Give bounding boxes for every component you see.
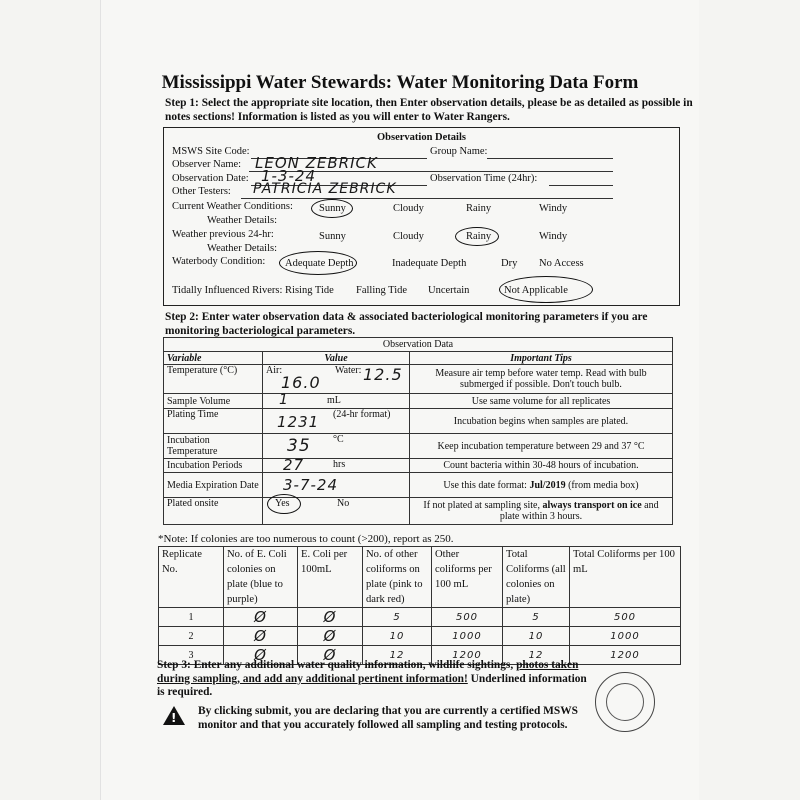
media-expiration-label: Media Expiration Date <box>164 473 263 498</box>
waterbody-dry[interactable]: Dry <box>501 258 518 269</box>
header-ecoli-colonies: No. of E. Coli colonies on plate (blue to purple) <box>224 547 298 608</box>
media-tip-prefix: Use this date format: <box>443 479 527 491</box>
sample-volume-value-cell[interactable] <box>263 394 410 409</box>
step3-text: Step 3: Enter any additional water quality information, wildlife sightings, <box>157 659 514 671</box>
replicate-number: 2 <box>159 627 224 646</box>
previous-weather-rainy[interactable]: Rainy <box>466 231 492 242</box>
table-cell[interactable]: 12 <box>503 646 570 665</box>
current-weather-rainy[interactable]: Rainy <box>466 203 492 214</box>
selected-circle-mark <box>267 494 301 514</box>
waterbody-inadequate-depth[interactable]: Inadequate Depth <box>392 258 467 269</box>
table-row <box>159 608 681 627</box>
temperature-value-cell[interactable] <box>263 365 410 394</box>
table-cell[interactable]: 5 <box>363 608 432 627</box>
msws-seal-logo <box>595 672 655 732</box>
incubation-temperature-label: Incubation Temperature <box>164 434 263 459</box>
selected-circle-mark <box>279 251 357 275</box>
temperature-tip: Measure air temp before water temp. Read with bulb submerged if possible. Don't touch bulb. <box>410 365 673 394</box>
previous-weather-details-label: Weather Details: <box>207 243 277 254</box>
header-other-coliforms-100ml: Other coliforms per 100 mL <box>432 547 503 608</box>
replicate-number: 1 <box>159 608 224 627</box>
observation-date-value: 1-3-24 <box>261 167 316 185</box>
incubation-period-value-cell[interactable] <box>263 456 410 474</box>
table-cell[interactable]: 10 <box>363 627 432 646</box>
tidal-not-applicable[interactable]: Not Applicable <box>504 285 568 296</box>
selected-circle-mark <box>311 199 353 218</box>
selected-circle-mark <box>455 227 499 246</box>
table-row <box>159 627 681 646</box>
sample-volume-unit: mL <box>327 395 341 406</box>
warning-exclamation-icon: ! <box>171 711 177 725</box>
other-testers-label: Other Testers: <box>172 186 231 197</box>
table-cell[interactable]: 1000 <box>570 627 681 646</box>
other-testers-value: PATRICIA ZEBRICK <box>253 181 397 197</box>
table-cell[interactable]: 1000 <box>432 627 503 646</box>
observation-time-field[interactable] <box>549 185 613 186</box>
table-cell[interactable]: 1200 <box>432 646 503 665</box>
incubation-period-unit: hrs <box>333 459 346 470</box>
header-total-coliforms-100ml: Total Coliforms per 100 mL <box>570 547 681 608</box>
table-cell[interactable]: Ø <box>224 608 298 627</box>
site-code-label: MSWS Site Code: <box>172 146 250 157</box>
incubation-temperature-value-cell[interactable] <box>263 434 410 459</box>
previous-weather-windy[interactable]: Windy <box>539 231 568 242</box>
previous-weather-label: Weather previous 24-hr: <box>172 229 274 240</box>
air-value: 16.0 <box>281 373 321 392</box>
table-cell[interactable]: 500 <box>432 608 503 627</box>
observation-date-label: Observation Date: <box>172 173 249 184</box>
form-paper <box>100 0 699 800</box>
air-label: Air: <box>266 365 283 376</box>
sample-volume-tip: Use same volume for all replicates <box>410 394 673 409</box>
plated-onsite-no[interactable]: No <box>337 498 350 509</box>
waterbody-condition-label: Waterbody Condition: <box>172 256 266 267</box>
step2-instructions: Step 2: Enter water observation data & associated bacteriological monitoring parameters if you are monitoring bacteriological parameters. <box>165 311 648 337</box>
table-cell[interactable]: Ø <box>298 608 363 627</box>
incubation-period-value: 27 <box>283 456 305 474</box>
observation-time-label: Observation Time (24hr): <box>430 173 538 184</box>
plated-tip-prefix: If not plated at sampling site, <box>423 500 540 511</box>
plated-onsite-tip <box>410 498 673 525</box>
step1-instructions: Step 1: Select the appropriate site location, then Enter observation details, please be as detailed as possible in notes sections! Information is listed as you will enter to Water Rangers. <box>165 97 693 123</box>
seal-wave-icon <box>606 683 644 721</box>
sample-volume-value: 1 <box>279 392 289 408</box>
waterbody-no-access[interactable]: No Access <box>539 258 584 269</box>
plating-time-tip: Incubation begins when samples are plated. <box>410 409 673 434</box>
observation-data-header: Observation Data <box>164 338 673 352</box>
plated-tip-emphasis: always transport on ice <box>542 500 642 511</box>
table-cell[interactable]: Ø <box>298 627 363 646</box>
incubation-temperature-tip: Keep incubation temperature between 29 and 37 °C <box>410 434 673 459</box>
tidal-falling-tide[interactable]: Falling Tide <box>356 285 408 296</box>
table-cell[interactable]: Ø <box>224 627 298 646</box>
media-expiration-value: 3-7-24 <box>283 476 338 494</box>
table-cell[interactable]: Ø <box>298 646 363 665</box>
replicate-number: 3 <box>159 646 224 665</box>
water-value: 12.5 <box>363 365 403 384</box>
plated-tip-suffix: and plate within 3 hours. <box>499 500 659 522</box>
incubation-temperature-unit: °C <box>333 434 344 445</box>
plating-time-label: Plating Time <box>164 409 263 434</box>
previous-weather-cloudy[interactable]: Cloudy <box>393 231 424 242</box>
table-cell[interactable]: Ø <box>224 646 298 665</box>
selected-circle-mark <box>499 276 593 303</box>
step3-underline-note: Underlined information is required. <box>157 672 587 698</box>
previous-weather-sunny[interactable]: Sunny <box>319 231 346 242</box>
tidal-uncertain[interactable]: Uncertain <box>428 285 470 296</box>
media-tip-suffix: (from media box) <box>568 479 639 491</box>
col-important-tips: Important Tips <box>410 352 673 365</box>
observer-name-value: LEON ZEBRICK <box>255 154 378 172</box>
tidal-rivers-label[interactable]: Tidally Influenced Rivers: Rising Tide <box>172 285 334 296</box>
plating-time-value-cell[interactable] <box>263 409 410 434</box>
waterbody-adequate-depth[interactable]: Adequate Depth <box>285 258 354 269</box>
header-replicate-no: Replicate No. <box>159 547 224 608</box>
temperature-label: Temperature (°C) <box>164 365 263 394</box>
observer-name-label: Observer Name: <box>172 159 242 170</box>
current-weather-label: Current Weather Conditions: <box>172 201 293 212</box>
current-weather-cloudy[interactable]: Cloudy <box>393 203 424 214</box>
other-testers-field[interactable] <box>241 198 613 199</box>
media-tip-format: Jul/2019 <box>529 479 566 491</box>
plating-time-value: 1231 <box>277 413 320 431</box>
observation-data-table <box>163 337 673 525</box>
observation-details-header: Observation Details <box>377 132 466 143</box>
current-weather-details-label: Weather Details: <box>207 215 277 226</box>
table-cell[interactable]: 12 <box>363 646 432 665</box>
plated-onsite-yes[interactable]: Yes <box>275 498 290 509</box>
page-title: Mississippi Water Stewards: Water Monitoring Data Form <box>161 72 639 93</box>
sample-volume-label: Sample Volume <box>164 394 263 409</box>
incubation-period-label: Incubation Periods <box>164 459 263 473</box>
group-name-label: Group Name: <box>430 146 488 157</box>
step3-instructions <box>157 659 587 700</box>
table-cell[interactable]: 10 <box>503 627 570 646</box>
declaration-text: By clicking submit, you are declaring that you are currently a certified MSWS monitor and that you accurately followed all sampling and testing protocols. <box>198 705 578 731</box>
replicate-table <box>158 546 681 665</box>
colony-note: *Note: If colonies are too numerous to count (>200), report as 250. <box>158 533 454 545</box>
current-weather-windy[interactable]: Windy <box>539 203 568 214</box>
plated-onsite-value-cell[interactable] <box>263 498 410 525</box>
header-ecoli-per-100ml: E. Coli per 100mL <box>298 547 363 608</box>
table-cell[interactable]: 5 <box>503 608 570 627</box>
table-cell[interactable]: 1200 <box>570 646 681 665</box>
incubation-period-tip: Count bacteria within 30-48 hours of incubation. <box>410 459 673 473</box>
header-other-coliforms-plate: No. of other coliforms on plate (pink to dark red) <box>363 547 432 608</box>
plated-onsite-label: Plated onsite <box>164 498 263 525</box>
current-weather-sunny[interactable]: Sunny <box>319 203 346 214</box>
water-label: Water: <box>335 365 362 376</box>
col-value: Value <box>263 352 410 365</box>
incubation-temperature-value: 35 <box>287 436 311 456</box>
step3-required-text: photos taken during sampling, and add any additional pertinent information! <box>157 659 579 685</box>
group-name-field[interactable] <box>487 158 613 159</box>
media-expiration-tip <box>410 473 673 498</box>
table-cell[interactable]: 500 <box>570 608 681 627</box>
header-total-coliforms-plate: Total Coliforms (all colonies on plate) <box>503 547 570 608</box>
col-variable: Variable <box>164 352 263 365</box>
plating-time-unit: (24-hr format) <box>333 409 391 420</box>
